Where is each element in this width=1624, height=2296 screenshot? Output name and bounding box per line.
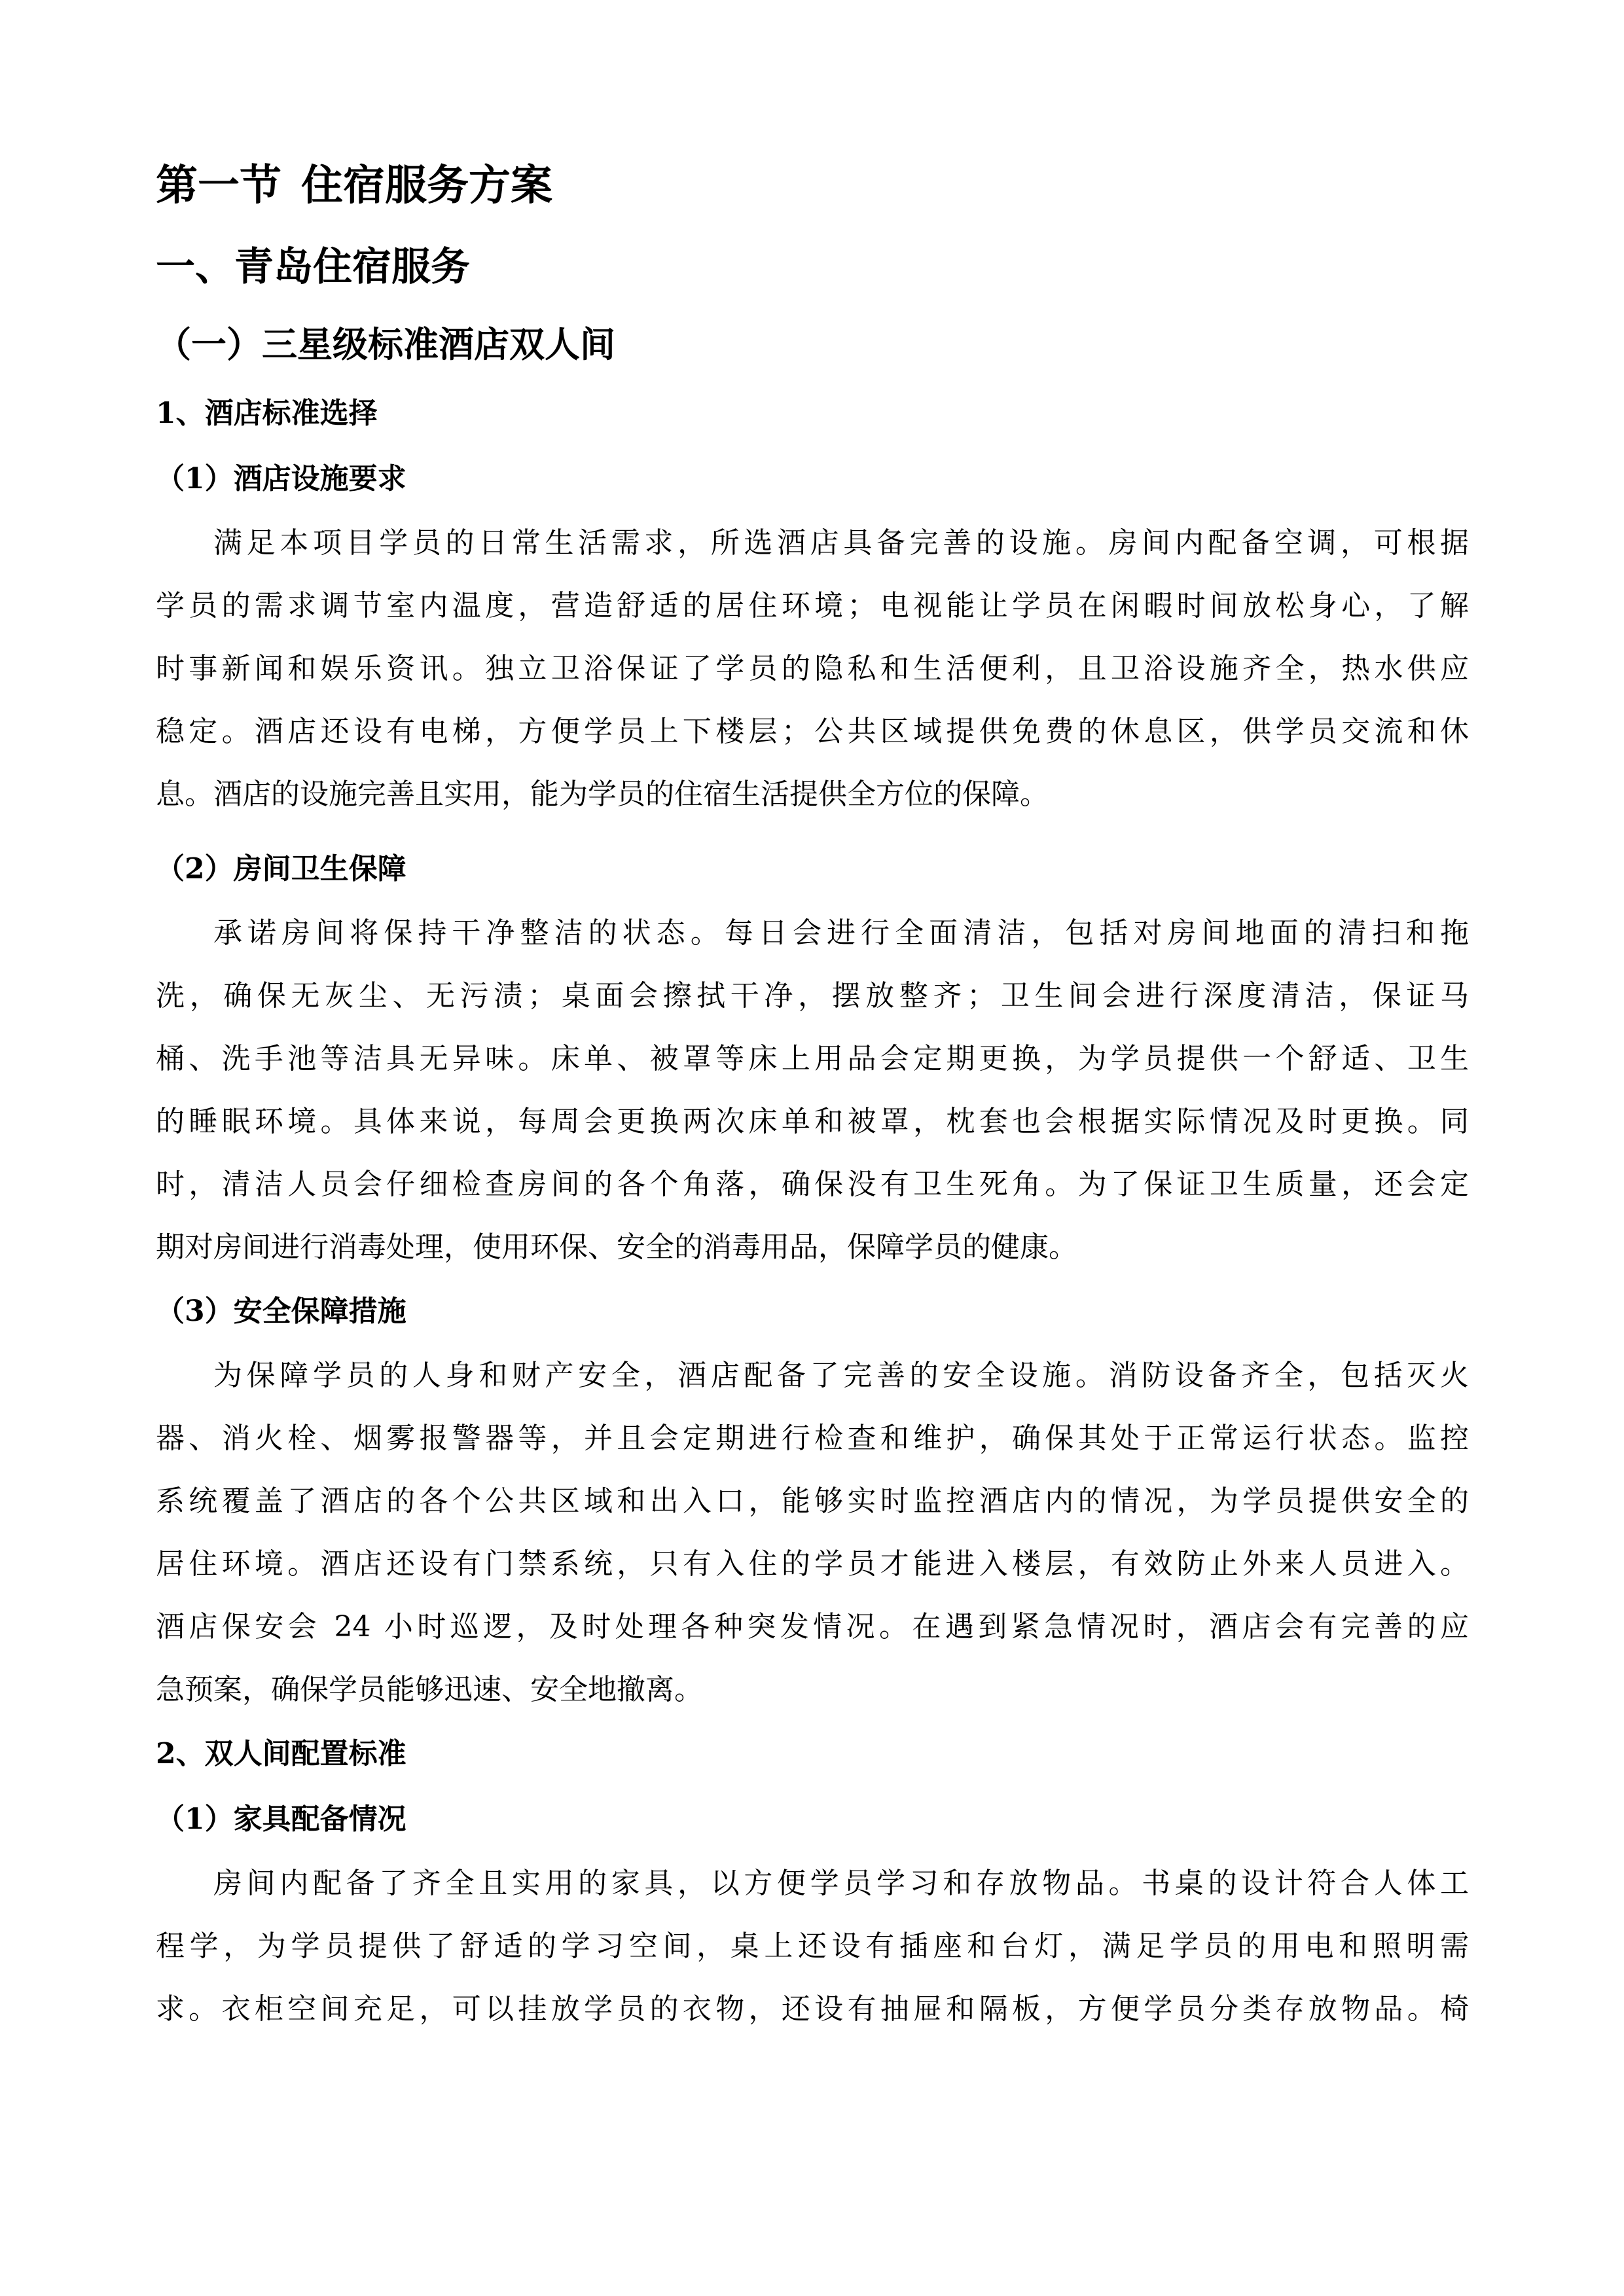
paragraph-line: 期对房间进行消毒处理，使用环保、安全的消毒用品，保障学员的健康。 [156,1230,1077,1264]
paragraph-line: 学员的需求调节室内温度，营造舒适的居住环境；电视能让学员在闲暇时间放松身心，了解 [156,589,1469,622]
paragraph-line: 急预案，确保学员能够迅速、安全地撤离。 [156,1673,703,1706]
paragraph-line: 酒店保安会 24 小时巡逻，及时处理各种突发情况。在遇到紧急情况时，酒店会有完善的应 [156,1610,1469,1643]
paragraph-line: 时事新闻和娱乐资讯。独立卫浴保证了学员的隐私和生活便利，且卫浴设施齐全，热水供应 [156,652,1469,685]
section-title [156,162,552,209]
subitem-heading-facilities: （1）酒店设施要求 [156,462,406,495]
subitem-heading-hygiene: （2）房间卫生保障 [156,852,406,886]
subsection-title: （一）三星级标准酒店双人间 [156,323,615,365]
paragraph-line: 满足本项目学员的日常生活需求，所选酒店具备完善的设施。房间内配备空调，可根据 [213,526,1469,560]
paragraph-line: 洗，确保无灰尘、无污渍；桌面会擦拭干净，摆放整齐；卫生间会进行深度清洁，保证马 [156,979,1469,1013]
chapter-title: 一、青岛住宿服务 [156,244,470,290]
subitem-heading-furniture: （1）家具配备情况 [156,1803,406,1836]
paragraph-line: 居住环境。酒店还设有门禁系统，只有入住的学员才能进入楼层，有效防止外来人员进入。 [156,1547,1469,1581]
paragraph-hygiene [156,902,1469,1279]
section-title-text: 住宿服务方案 [301,161,552,210]
paragraph-line: 为保障学员的人身和财产安全，酒店配备了完善的安全设施。消防设备齐全，包括灭火 [213,1359,1469,1392]
paragraph-facilities [156,512,1469,826]
paragraph-line: 程学，为学员提供了舒适的学习空间，桌上还设有插座和台灯，满足学员的用电和照明需 [156,1929,1469,1963]
item-heading-room-config: 2、双人间配置标准 [156,1737,406,1770]
paragraph-line: 求。衣柜空间充足，可以挂放学员的衣物，还设有抽屉和隔板，方便学员分类存放物品。椅 [156,1992,1469,2026]
paragraph-furniture [156,1852,1469,2041]
item-heading-hotel-standard: 1、酒店标准选择 [156,397,378,430]
section-title-prefix: 第一节 [156,161,281,210]
paragraph-line: 的睡眠环境。具体来说，每周会更换两次床单和被罩，枕套也会根据实际情况及时更换。同 [156,1105,1469,1138]
subitem-heading-safety: （3）安全保障措施 [156,1295,406,1328]
paragraph-line: 系统覆盖了酒店的各个公共区域和出入口，能够实时监控酒店内的情况，为学员提供安全的 [156,1484,1469,1518]
paragraph-line: 器、消火栓、烟雾报警器等，并且会定期进行检查和维护，确保其处于正常运行状态。监控 [156,1422,1469,1455]
paragraph-line: 房间内配备了齐全且实用的家具，以方便学员学习和存放物品。书桌的设计符合人体工 [213,1867,1469,1900]
paragraph-line: 承诺房间将保持干净整洁的状态。每日会进行全面清洁，包括对房间地面的清扫和拖 [213,916,1469,950]
paragraph-line: 时，清洁人员会仔细检查房间的各个角落，确保没有卫生死角。为了保证卫生质量，还会定 [156,1168,1469,1201]
paragraph-safety [156,1344,1469,1721]
paragraph-line: 息。酒店的设施完善且实用，能为学员的住宿生活提供全方位的保障。 [156,778,1049,811]
paragraph-line: 稳定。酒店还设有电梯，方便学员上下楼层；公共区域提供免费的休息区，供学员交流和休 [156,715,1469,748]
paragraph-line: 桶、洗手池等洁具无异味。床单、被罩等床上用品会定期更换，为学员提供一个舒适、卫生 [156,1042,1469,1075]
